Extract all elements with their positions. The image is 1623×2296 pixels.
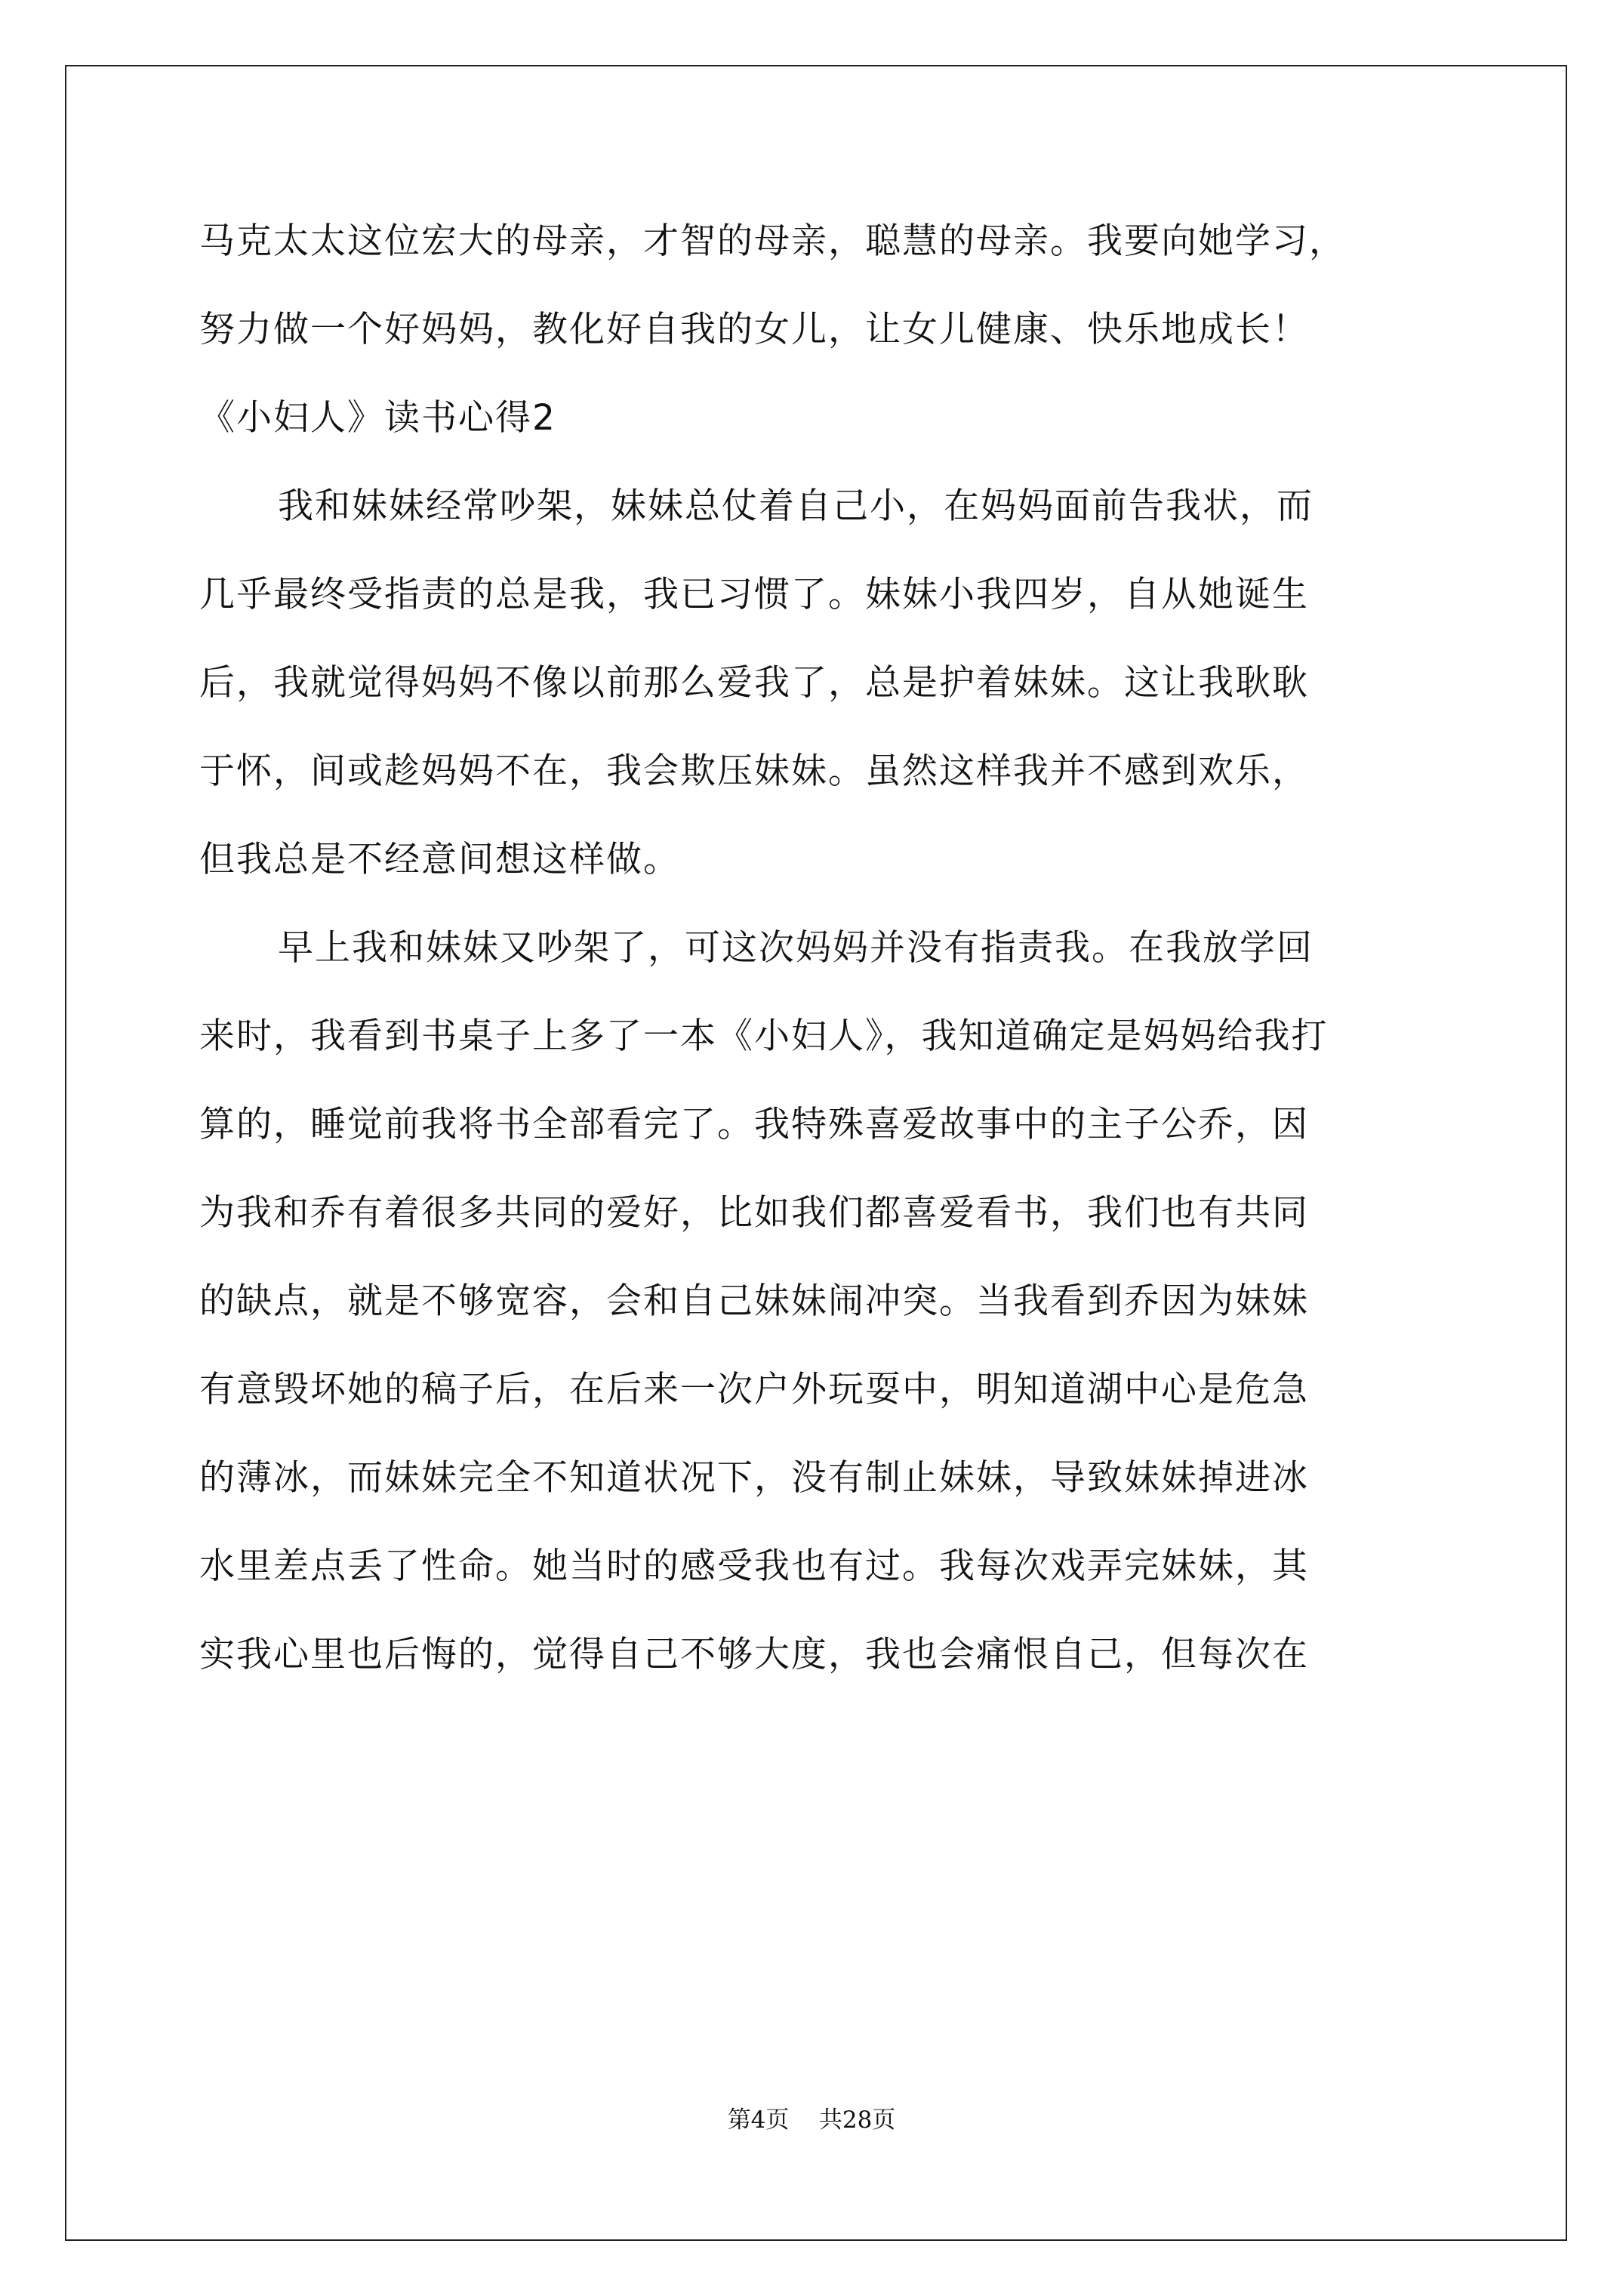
paragraph-line: 的缺点，就是不够宽容，会和自己妹妹闹冲突。当我看到乔因为妹妹 <box>199 1281 1309 1322</box>
paragraph-line: 实我心里也后悔的，觉得自己不够大度，我也会痛恨自己，但每次在 <box>199 1634 1309 1675</box>
paragraph-line: 来时，我看到书桌子上多了一本《小妇人》，我知道确定是妈妈给我打 <box>199 1015 1329 1057</box>
paragraph-line: 后，我就觉得妈妈不像以前那么爱我了，总是护着妹妹。这让我耿耿 <box>199 662 1309 704</box>
paragraph-line: 马克太太这位宏大的母亲，才智的母亲，聪慧的母亲。我要向她学习， <box>199 220 1346 262</box>
section-heading: 《小妇人》读书心得2 <box>199 397 556 439</box>
paragraph-line: 我和妹妹经常吵架，妹妹总仗着自己小，在妈妈面前告我状，而 <box>278 485 1313 527</box>
document-body <box>199 220 1437 1722</box>
paragraph-line: 算的，睡觉前我将书全部看完了。我特殊喜爱故事中的主子公乔，因 <box>199 1104 1309 1145</box>
paragraph-line: 有意毁坏她的稿子后，在后来一次户外玩耍中，明知道湖中心是危急 <box>199 1369 1309 1410</box>
page-total: 共28页 <box>818 2106 896 2134</box>
page-footer <box>0 2100 1623 2134</box>
paragraph-line: 努力做一个好妈妈，教化好自我的女儿，让女儿健康、快乐地成长！ <box>199 309 1309 350</box>
paragraph-line: 几乎最终受指责的总是我，我已习惯了。妹妹小我四岁，自从她诞生 <box>199 574 1309 615</box>
paragraph-line: 为我和乔有着很多共同的爱好，比如我们都喜爱看书，我们也有共同 <box>199 1192 1309 1234</box>
page-number: 第4页 <box>727 2106 790 2134</box>
paragraph-line: 早上我和妹妹又吵架了，可这次妈妈并没有指责我。在我放学回 <box>278 927 1313 969</box>
paragraph-line: 的薄冰，而妹妹完全不知道状况下，没有制止妹妹，导致妹妹掉进冰 <box>199 1457 1309 1499</box>
paragraph-line: 水里差点丢了性命。她当时的感受我也有过。我每次戏弄完妹妹，其 <box>199 1546 1309 1587</box>
paragraph-line: 于怀，间或趁妈妈不在，我会欺压妹妹。虽然这样我并不感到欢乐， <box>199 750 1309 792</box>
paragraph-line: 但我总是不经意间想这样做。 <box>199 839 680 880</box>
